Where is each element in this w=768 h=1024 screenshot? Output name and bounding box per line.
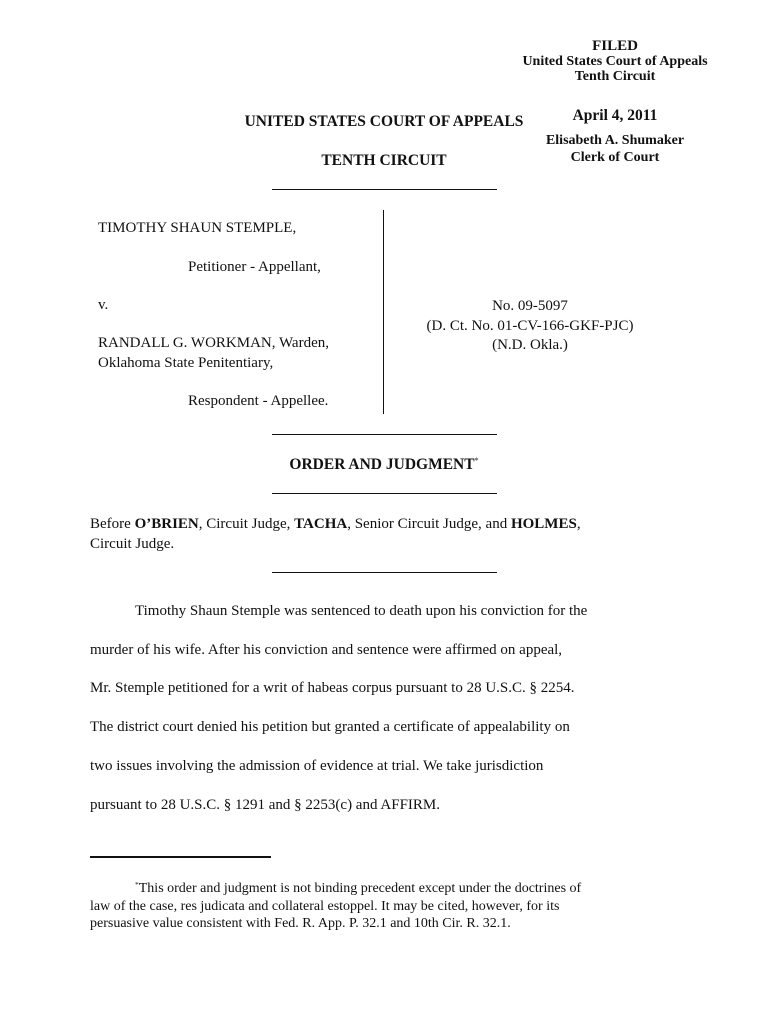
caption-rule <box>272 434 497 435</box>
panel-statement <box>90 514 690 554</box>
panel-before: Before <box>90 516 131 532</box>
respondent-line2: Oklahoma State Penitentiary, <box>98 355 274 371</box>
judge-tacha-title: , Senior Circuit Judge, and <box>347 516 508 532</box>
respondent-line1: RANDALL G. WORKMAN, Warden, <box>98 335 329 351</box>
clerk-name: Elisabeth A. Shumaker <box>545 133 685 148</box>
district-case-number: (D. Ct. No. 01-CV-166-GKF-PJC) <box>426 317 634 334</box>
judge-obrien-title: , Circuit Judge, <box>198 516 291 532</box>
order-title-text: ORDER AND JUDGMENT <box>289 456 475 473</box>
panel-line2: Circuit Judge. <box>90 536 175 552</box>
filed-court-line1: United States Court of Appeals <box>522 54 708 69</box>
order-title <box>200 456 568 474</box>
footnote-line1: This order and judgment is not binding precedent except under the doctrines of <box>138 881 582 896</box>
footnote-marker: * <box>135 880 139 889</box>
heading-rule <box>272 189 497 190</box>
order-footnote-marker: * <box>474 456 479 465</box>
body-line-4: The district court denied his petition but granted a certificate of appealability on <box>90 719 570 736</box>
panel-rule <box>272 572 497 573</box>
opinion-paragraph <box>90 592 680 824</box>
filed-stamp <box>500 38 730 125</box>
footnote <box>90 876 670 933</box>
order-rule <box>272 493 497 494</box>
case-info <box>395 297 665 356</box>
petitioner-role: Petitioner - Appellant, <box>188 259 321 275</box>
district-court: (N.D. Okla.) <box>492 337 568 353</box>
versus: v. <box>98 297 109 313</box>
case-number: No. 09-5097 <box>492 298 568 314</box>
body-line-6: pursuant to 28 U.S.C. § 1291 and § 2253(c) and AFFIRM. <box>90 796 440 813</box>
footnote-line3: persuasive value consistent with Fed. R. App. P. 32.1 and 10th Cir. R. 32.1. <box>90 916 511 931</box>
body-line-3: Mr. Stemple petitioned for a writ of habeas corpus pursuant to 28 U.S.C. § 2254. <box>90 680 575 697</box>
body-line-2: murder of his wife. After his conviction and sentence were affirmed on appeal, <box>90 641 563 658</box>
body-line-1: Timothy Shaun Stemple was sentenced to death upon his conviction for the <box>135 603 588 619</box>
filed-label: FILED <box>592 38 638 54</box>
judge-holmes-title: , <box>576 516 581 532</box>
footnote-rule <box>90 856 271 858</box>
filed-court-line2: Tenth Circuit <box>574 69 656 84</box>
court-name: UNITED STATES COURT OF APPEALS <box>244 113 524 130</box>
respondent-role: Respondent - Appellee. <box>188 393 329 409</box>
filed-date: April 4, 2011 <box>572 107 658 124</box>
circuit-name: TENTH CIRCUIT <box>321 152 447 169</box>
clerk-title: Clerk of Court <box>570 150 660 165</box>
judge-obrien: O’BRIEN <box>134 516 199 532</box>
petitioner-name: TIMOTHY SHAUN STEMPLE, <box>98 220 297 236</box>
judge-tacha: TACHA <box>294 516 348 532</box>
judge-holmes: HOLMES <box>510 516 577 532</box>
footnote-line2: law of the case, res judicata and collateral estoppel. It may be cited, however, for its <box>90 898 560 914</box>
caption-divider <box>383 210 384 414</box>
body-line-5: two issues involving the admission of evidence at trial. We take jurisdiction <box>90 757 544 774</box>
